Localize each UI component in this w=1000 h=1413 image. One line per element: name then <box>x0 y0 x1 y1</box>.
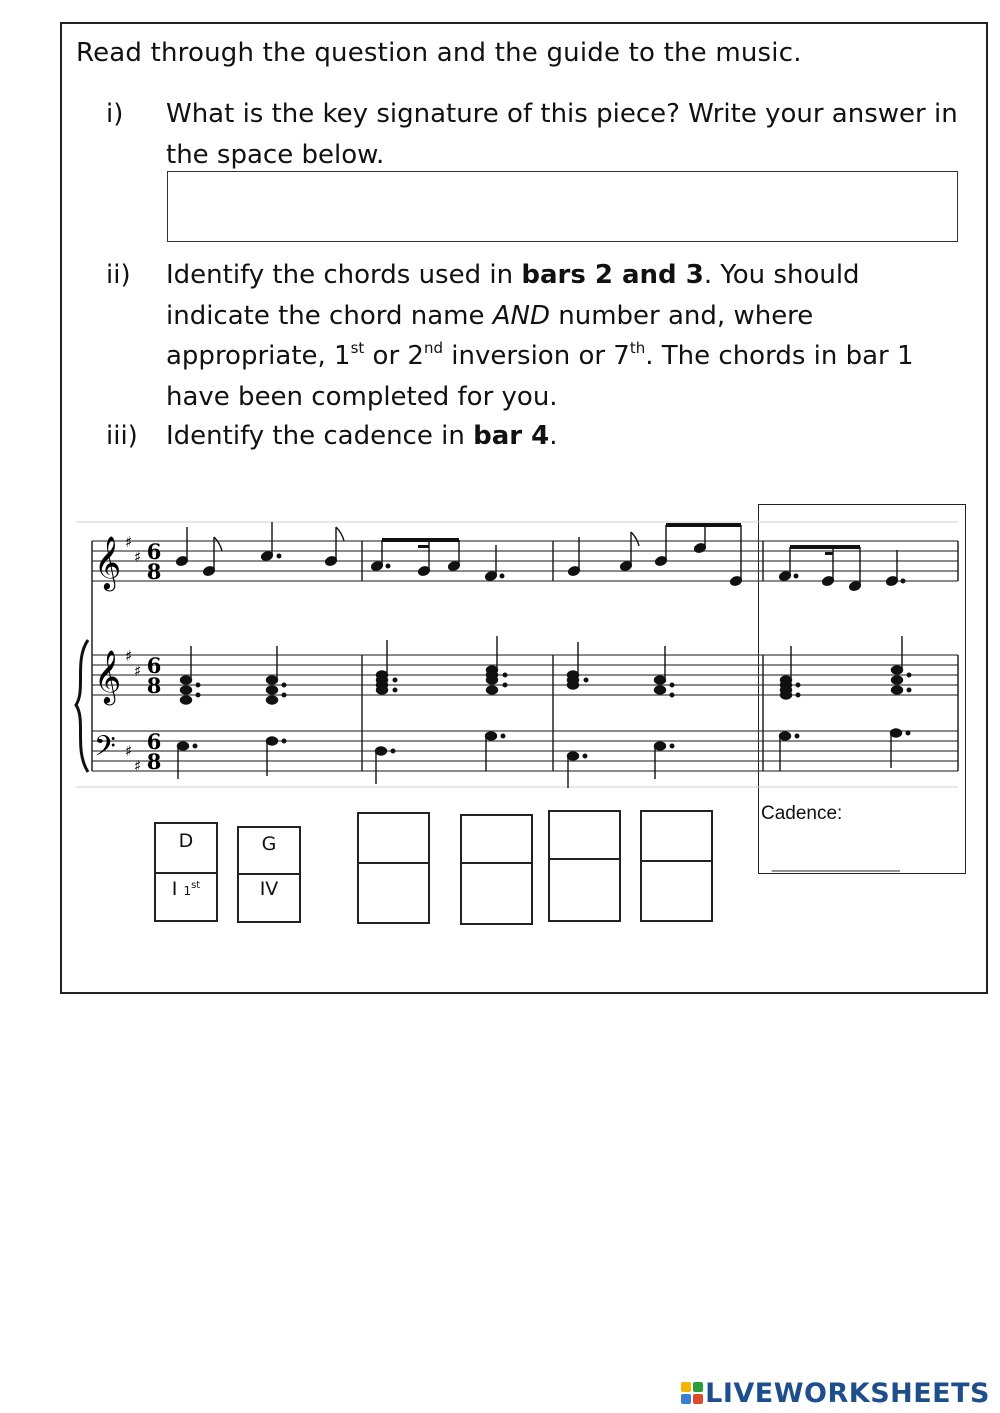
q2-sup-th: th <box>629 339 646 357</box>
svg-text:♯: ♯ <box>125 647 133 665</box>
treble-clef-icon: 𝄞 <box>94 535 122 589</box>
liveworksheets-wordmark: LIVEWORKSHEETS <box>705 1377 990 1409</box>
chord-box-divider <box>550 858 619 860</box>
question-1-number: i) <box>106 99 124 129</box>
svg-text:♯: ♯ <box>134 662 142 680</box>
bass-clef-icon: 𝄢 <box>94 730 116 770</box>
chord-inversion: 1 <box>183 884 192 898</box>
time-sig-bottom: 8 <box>146 673 162 698</box>
chord-number-text: I <box>171 878 178 900</box>
chord-box-6[interactable] <box>640 810 713 922</box>
cadence-answer-input[interactable]: _______________ <box>772 853 899 872</box>
chord-box-1 <box>154 822 218 922</box>
q2-text-part: . You should indicate the chord name <box>166 260 860 331</box>
time-sig-bottom: 8 <box>146 559 162 584</box>
chord-inversion-sup: st <box>191 880 201 891</box>
treble-clef-icon: 𝄞 <box>94 649 122 703</box>
q3-text-part: Identify the cadence in <box>166 421 474 451</box>
svg-text:♯: ♯ <box>125 533 133 551</box>
chord-box-divider <box>642 860 711 862</box>
liveworksheets-logo-icon <box>681 1382 703 1404</box>
q2-sup-st: st <box>350 339 365 357</box>
q2-text-part: inversion or 7 <box>442 341 630 371</box>
q2-text-part: Identify the chords used in <box>166 260 522 290</box>
staff-piano-treble <box>92 655 958 695</box>
chord-name: G <box>261 833 277 855</box>
chord-box-divider <box>239 873 299 875</box>
time-sig-bottom: 8 <box>146 749 162 774</box>
chord-box-divider <box>156 872 216 874</box>
q2-text-part: number and, where appropriate, 1 <box>166 300 814 371</box>
intro-text: Read through the question and the guide to the music. <box>76 38 802 68</box>
chord-box-4[interactable] <box>460 814 533 925</box>
chord-box-5[interactable] <box>548 810 621 922</box>
chord-name: D <box>178 830 194 852</box>
chord-box-divider <box>462 862 531 864</box>
time-signatures <box>147 539 162 774</box>
q2-sup-nd: nd <box>423 339 443 357</box>
key-signature-sharps <box>125 533 141 775</box>
q3-bold-bar: bar 4 <box>473 421 550 451</box>
chord-number: IV <box>259 878 279 900</box>
svg-text:♯: ♯ <box>125 742 133 760</box>
question-2-number: ii) <box>106 260 131 290</box>
liveworksheets-brand <box>681 1376 990 1410</box>
piano-brace <box>76 640 88 772</box>
q2-text-part: . The chords in bar 1 have been completed for you. <box>166 341 914 412</box>
staff-piano-bass <box>92 731 958 771</box>
piano-lh-notes <box>178 729 910 788</box>
q3-text-part: . <box>549 421 558 451</box>
cadence-label: Cadence: <box>761 803 843 824</box>
svg-text:♯: ♯ <box>134 548 142 566</box>
question-3-number: iii) <box>106 421 138 451</box>
q2-italic-and: AND <box>492 300 550 331</box>
svg-text:♯: ♯ <box>134 757 142 775</box>
q2-bold-bars: bars 2 and 3 <box>521 260 704 290</box>
time-sig-top: 6 <box>146 539 162 564</box>
question-1-text: What is the key signature of this piece? Write your answer in the space below. <box>166 99 958 170</box>
chord-box-3[interactable] <box>357 812 430 924</box>
piano-rh-chords <box>181 636 911 704</box>
chord-box-divider <box>359 862 428 864</box>
chord-number <box>156 878 216 900</box>
chord-box-2 <box>237 826 301 923</box>
time-sig-top: 6 <box>146 729 162 754</box>
barlines <box>362 541 958 771</box>
time-sig-top: 6 <box>146 653 162 678</box>
q2-text-part: or 2 <box>364 341 424 371</box>
